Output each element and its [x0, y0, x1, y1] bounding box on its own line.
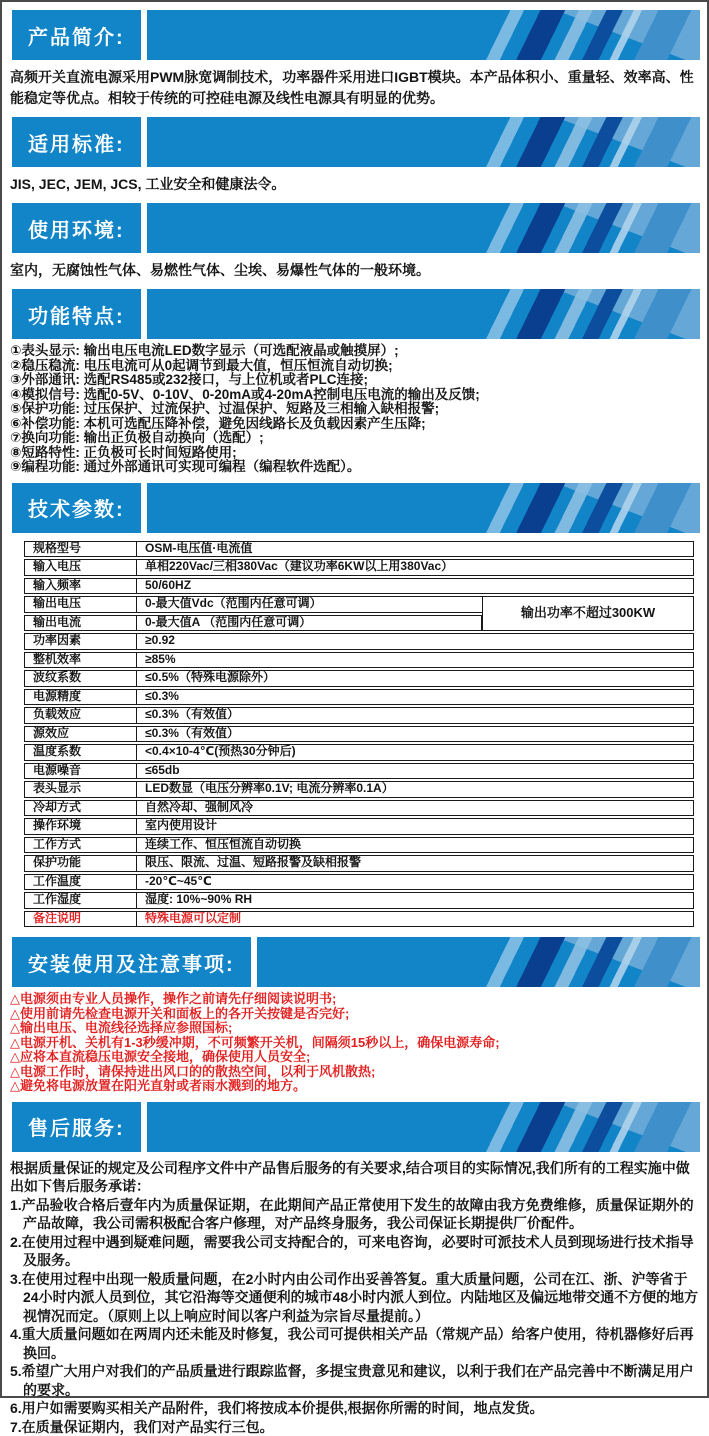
spec-value: -20℃~45℃ [136, 874, 694, 891]
warning-item: △应将本直流稳压电源安全接地，确保使用人员安全; [10, 1050, 699, 1065]
section-title-install: 安装使用及注意事项: [12, 937, 251, 987]
banner-decor-graphic [450, 289, 700, 339]
spec-value: 单相220Vac/三相380Vac（建议功率6KW以上用380Vac） [136, 559, 694, 576]
spec-label: 规格型号 [24, 541, 136, 558]
feature-item: ④模拟信号: 选配0-5V、0-10V、0-20mA或4-20mA控制电压电流的输出及反馈; [10, 388, 699, 403]
spec-value: <0.4×10-4℃(预热30分钟后) [136, 744, 694, 761]
service-terms [10, 1159, 699, 1436]
feature-item: ③外部通讯: 选配RS485或232接口，与上位机或者PLC连接; [10, 373, 699, 388]
spec-value: ≤65db [136, 763, 694, 780]
warning-item: △电源须由专业人员操作，操作之前请先仔细阅读说明书; [10, 992, 699, 1007]
section-title-features: 功能特点: [12, 289, 141, 339]
section-header-specs [12, 483, 700, 533]
banner-decor-graphic [450, 117, 700, 167]
service-item: 3.在使用过程中出现一般质量问题，在2小时内由公司作出妥善答复。重大质量问题，公司在江、浙、沪等省于24小时内派人员到位，其它沿海等交通便利的城市48小时内派人到位。内陆地区及偏远地带交通不方便的地方视情况而定。（原则上以上响应时间以客户利益为宗旨尽量提前。） [10, 1270, 699, 1326]
feature-item: ②稳压稳流: 电压电流可从0起调节到最大值，恒压恒流自动切换; [10, 359, 699, 374]
spec-row [24, 892, 694, 909]
section-header-service [12, 1102, 700, 1152]
spec-value: OSM-电压值·电流值 [136, 541, 694, 558]
spec-label: 电源精度 [24, 689, 136, 706]
spec-merged-note: 输出功率不超过300KW [482, 596, 694, 631]
spec-row [24, 578, 694, 595]
banner-decor-graphic [450, 203, 700, 253]
section-title-standards: 适用标准: [12, 117, 141, 167]
warning-item: △电源工作时，请保持进出风口的的散热空间，以利于风机散热; [10, 1065, 699, 1080]
section-title-environment: 使用环境: [12, 203, 141, 253]
warning-list [10, 992, 699, 1094]
spec-label: 操作环境 [24, 818, 136, 835]
spec-value: 特殊电源可以定制 [136, 911, 694, 928]
spec-value: ≤0.5%（特殊电源除外） [136, 670, 694, 687]
feature-item: ⑥补偿功能: 本机可选配压降补偿，避免因线路长及负载因素产生压降; [10, 417, 699, 432]
service-item: 1.产品验收合格后壹年内为质量保证期，在此期间产品正常使用下发生的故障由我方免费维修，质量保证期外的产品故障，我公司需积极配合客户修理，对产品终身服务，我公司保证长期提供厂价配件。 [10, 1196, 699, 1233]
spec-label: 工作方式 [24, 837, 136, 854]
spec-row [24, 652, 694, 669]
section-header-environment [12, 203, 700, 253]
banner-decor-graphic [450, 1102, 700, 1152]
spec-value: 湿度: 10%~90% RH [136, 892, 694, 909]
section-title-service: 售后服务: [12, 1102, 141, 1152]
spec-value: 0-最大值A （范围内任意可调） [136, 615, 482, 632]
banner-decor-graphic [450, 483, 700, 533]
section-header-standards [12, 117, 700, 167]
intro-paragraph: 高频开关直流电源采用PWM脉宽调制技术，功率器件采用进口IGBT模块。本产品体积小、重量轻、效率高、性能稳定等优点。相较于传统的可控硅电源及线性电源具有明显的优势。 [10, 67, 699, 109]
spec-value: 连续工作、恒压恒流自动切换 [136, 837, 694, 854]
warning-item: △避免将电源放置在阳光直射或者雨水溅到的地方。 [10, 1079, 699, 1094]
spec-value: 限压、限流、过温、短路报警及缺相报警 [136, 855, 694, 872]
spec-value: 室内使用设计 [136, 818, 694, 835]
spec-label: 输入电压 [24, 559, 136, 576]
spec-label: 输入频率 [24, 578, 136, 595]
environment-paragraph: 室内，无腐蚀性气体、易燃性气体、尘埃、易爆性气体的一般环境。 [10, 260, 699, 281]
spec-label: 输出电流 [24, 615, 136, 632]
section-banner-environment [147, 203, 700, 253]
service-item: 2.在使用过程中遇到疑难问题，需要我公司支持配合的，可来电咨询，必要时可派技术人员到现场进行技术指导及服务。 [10, 1233, 699, 1270]
spec-row [24, 670, 694, 687]
spec-label: 输出电压 [24, 596, 136, 613]
feature-list [10, 344, 699, 475]
standards-paragraph: JIS, JEC, JEM, JCS, 工业安全和健康法令。 [10, 174, 699, 195]
spec-value: ≤0.3%（有效值） [136, 726, 694, 743]
spec-row [24, 707, 694, 724]
spec-label: 温度系数 [24, 744, 136, 761]
spec-value: ≤0.3%（有效值） [136, 707, 694, 724]
spec-value: ≥85% [136, 652, 694, 669]
section-banner-install [257, 937, 700, 987]
spec-row [24, 763, 694, 780]
spec-row [24, 837, 694, 854]
service-intro: 根据质量保证的规定及公司程序文件中产品售后服务的有关要求,结合项目的实际情况,我们所有的工程实施中做出如下售后服务承诺： [10, 1159, 699, 1196]
spec-label: 工作湿度 [24, 892, 136, 909]
spec-row [24, 781, 694, 798]
spec-label: 波纹系数 [24, 670, 136, 687]
spec-row [24, 633, 694, 650]
service-item: 5.希望广大用户对我们的产品质量进行跟踪监督，多提宝贵意见和建议，以利于我们在产品完善中不断满足用户的要求。 [10, 1362, 699, 1399]
spec-row [24, 689, 694, 706]
spec-row-remark [24, 911, 694, 928]
spec-value: 50/60HZ [136, 578, 694, 595]
spec-label: 表头显示 [24, 781, 136, 798]
spec-label: 保护功能 [24, 855, 136, 872]
spec-label: 功率因素 [24, 633, 136, 650]
spec-row [24, 744, 694, 761]
spec-row [24, 874, 694, 891]
spec-row [24, 559, 694, 576]
spec-row [24, 726, 694, 743]
service-item: 7.在质量保证期内，我们对产品实行三包。 [10, 1418, 699, 1436]
spec-table [24, 539, 694, 930]
spec-row [24, 596, 694, 613]
section-banner-service [147, 1102, 700, 1152]
warning-item: △使用前请先检查电源开关和面板上的各开关按键是否完好; [10, 1007, 699, 1022]
section-header-intro [12, 10, 700, 60]
section-banner-features [147, 289, 700, 339]
section-banner-intro [147, 10, 700, 60]
section-header-install [12, 937, 700, 987]
spec-value: ≤0.3% [136, 689, 694, 706]
section-title-specs: 技术参数: [12, 483, 141, 533]
spec-row [24, 855, 694, 872]
spec-label: 整机效率 [24, 652, 136, 669]
feature-item: ⑦换向功能: 输出正负极自动换向（选配）; [10, 431, 699, 446]
section-banner-specs [147, 483, 700, 533]
feature-item: ⑤保护功能: 过压保护、过流保护、过温保护、短路及三相输入缺相报警; [10, 402, 699, 417]
section-banner-standards [147, 117, 700, 167]
spec-value: ≥0.92 [136, 633, 694, 650]
feature-item: ⑧短路特性: 正负极可长时间短路使用; [10, 446, 699, 461]
warning-item: △电源开机、关机有1-3秒缓冲期，不可频繁开关机，间隔须15秒以上，确保电源寿命; [10, 1036, 699, 1051]
service-item: 6.用户如需要购买相关产品附件，我们将按成本价提供,根据你所需的时间，地点发货。 [10, 1399, 699, 1418]
section-title-intro: 产品简介: [12, 10, 141, 60]
spec-row [24, 818, 694, 835]
spec-label: 冷却方式 [24, 800, 136, 817]
banner-decor-graphic [450, 937, 700, 987]
feature-item: ①表头显示: 输出电压电流LED数字显示（可选配液晶或触摸屏）; [10, 344, 699, 359]
feature-item: ⑨编程功能: 通过外部通讯可实现可编程（编程软件选配）。 [10, 460, 699, 475]
spec-label: 备注说明 [24, 911, 136, 928]
warning-item: △输出电压、电流线径选择应参照国标; [10, 1021, 699, 1036]
spec-label: 负载效应 [24, 707, 136, 724]
spec-value: 自然冷却、强制风冷 [136, 800, 694, 817]
banner-decor-graphic [450, 10, 700, 60]
spec-row [24, 541, 694, 558]
spec-value: 0-最大值Vdc（范围内任意可调） [136, 596, 482, 613]
spec-label: 工作温度 [24, 874, 136, 891]
section-header-features [12, 289, 700, 339]
spec-label: 源效应 [24, 726, 136, 743]
spec-value: LED数显（电压分辨率0.1V; 电流分辨率0.1A） [136, 781, 694, 798]
spec-label: 电源噪音 [24, 763, 136, 780]
service-item: 4.重大质量问题如在两周内还未能及时修复，我公司可提供相关产品（常规产品）给客户使用，待机器修好后再换回。 [10, 1325, 699, 1362]
spec-row [24, 800, 694, 817]
